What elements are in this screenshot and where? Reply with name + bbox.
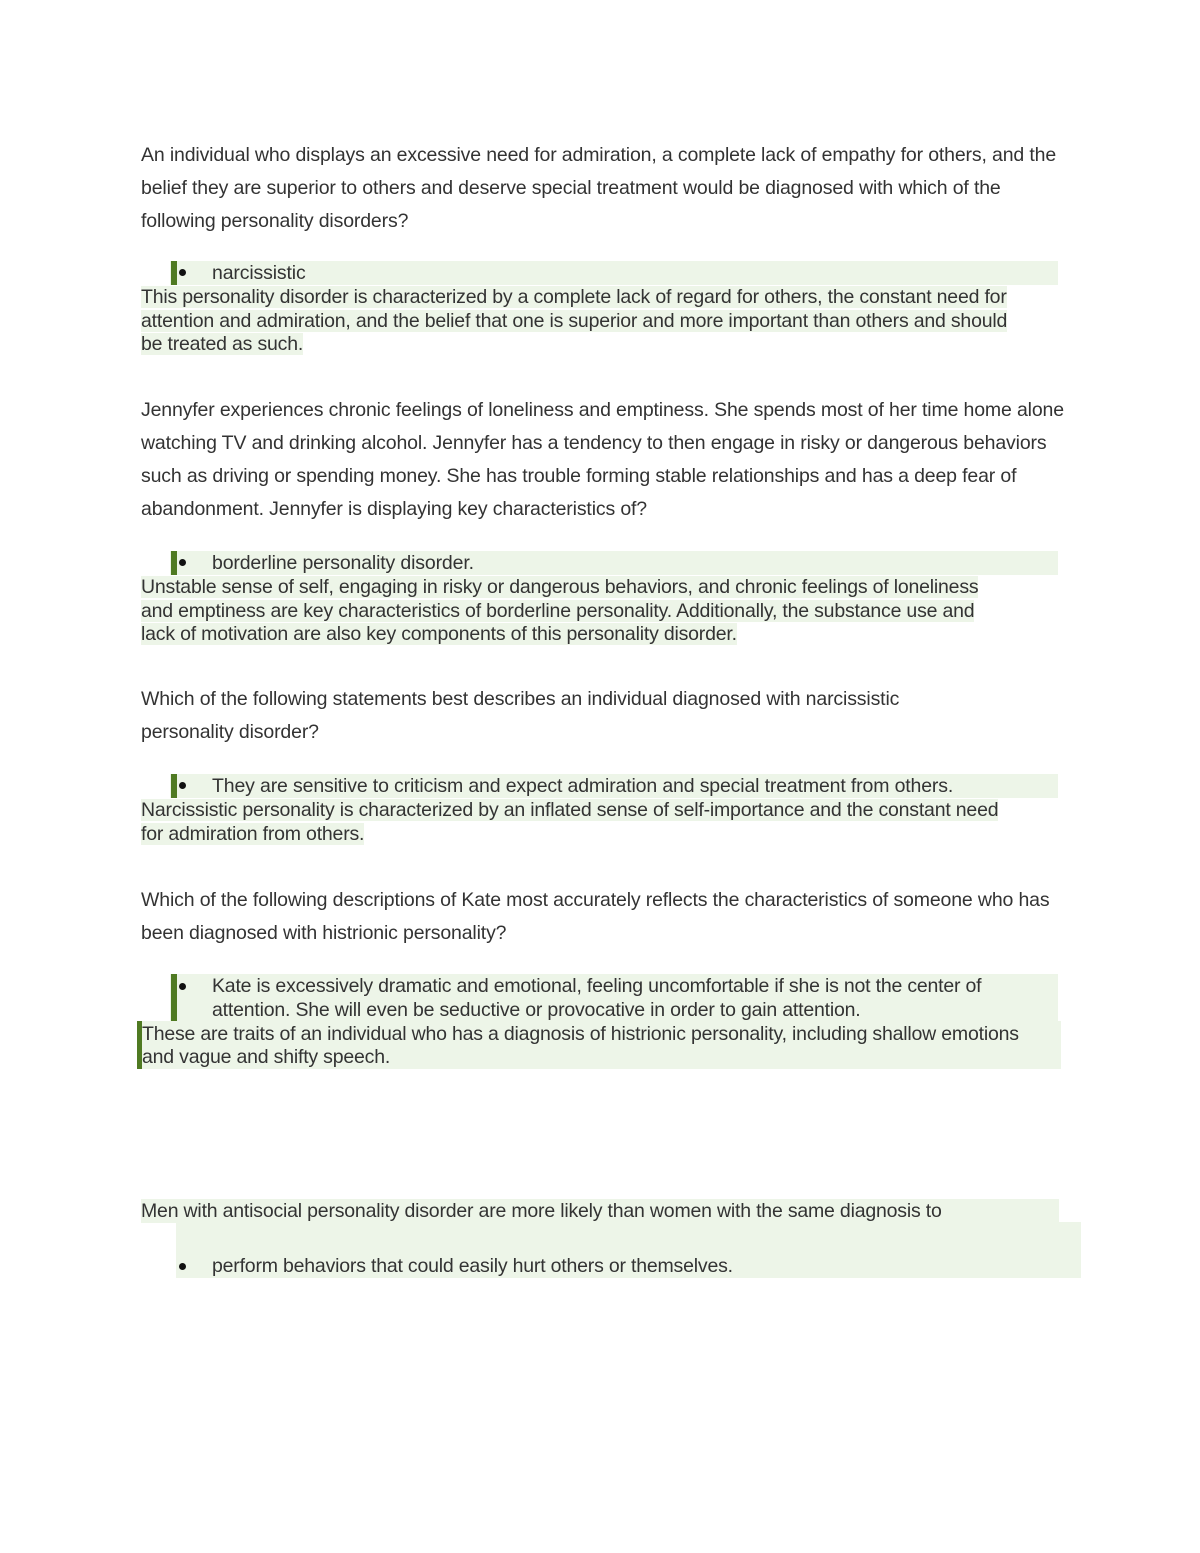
bullet-icon: [179, 269, 186, 276]
bullet-icon: [179, 782, 186, 789]
question-5: Men with antisocial personality disorder are more likely than women with the same diagnosis to: [141, 1200, 942, 1222]
answer-marker: [171, 551, 177, 575]
question-1: An individual who displays an excessive need for admiration, a complete lack of empathy for others, and the belief they are superior to others and deserve special treatment would be diagnosed with which of the following personality disorders?: [141, 144, 1057, 232]
answer-2-text: borderline personality disorder.: [212, 552, 474, 574]
answer-marker: [171, 774, 177, 798]
question-2: Jennyfer experiences chronic feelings of loneliness and emptiness. She spends most of her time home alone watching TV and drinking alcohol. Jennyfer has a tendency to then engage in risky or dangerous behaviors such as driving or spending money. She has trouble forming stable relationships and has a deep fear of abandonment. Jennyfer is displaying key characteristics of?: [141, 399, 1064, 520]
answer-4-text: Kate is excessively dramatic and emotional, feeling uncomfortable if she is not the center of attention. She will even be seductive or provocative in order to gain attention.: [212, 975, 982, 1021]
explanation-3: Narcissistic personality is characterized by an inflated sense of self-importance and the constant need for admiration from others.: [141, 799, 999, 845]
bullet-icon: [179, 983, 186, 990]
explanation-4: [137, 1021, 1061, 1069]
answer-4: [170, 974, 1058, 1022]
bullet-icon: [179, 1263, 186, 1270]
explanation-1: This personality disorder is characterized by a complete lack of regard for others, the constant need for attention and admiration, and the belief that one is superior and more important than others and should be treated as such.: [141, 286, 1008, 355]
bullet-icon: [179, 559, 186, 566]
answer-1-text: narcissistic: [212, 262, 306, 284]
question-3: Which of the following statements best describes an individual diagnosed with narcissistic personality disorder?: [141, 688, 900, 743]
answer-2: [170, 551, 1058, 575]
answer-5: perform behaviors that could easily hurt others or themselves.: [212, 1255, 733, 1277]
answer-marker: [171, 261, 177, 285]
answer-1: [170, 261, 1058, 285]
answer-3: [170, 774, 1058, 798]
explanation-2: Unstable sense of self, engaging in risky or dangerous behaviors, and chronic feelings of loneliness and emptiness are key characteristics of borderline personality. Additionally, the substance use and lack of motivation are also key components of this personality disorder.: [141, 576, 979, 645]
answer-marker: [171, 974, 177, 1022]
explanation-4-text: These are traits of an individual who has a diagnosis of histrionic personality, including shallow emotions and vague and shifty speech.: [142, 1023, 1019, 1068]
answer-3-text: They are sensitive to criticism and expect admiration and special treatment from others.: [212, 775, 954, 797]
question-4: Which of the following descriptions of Kate most accurately reflects the characteristics of someone who has been diagnosed with histrionic personality?: [141, 889, 1050, 944]
